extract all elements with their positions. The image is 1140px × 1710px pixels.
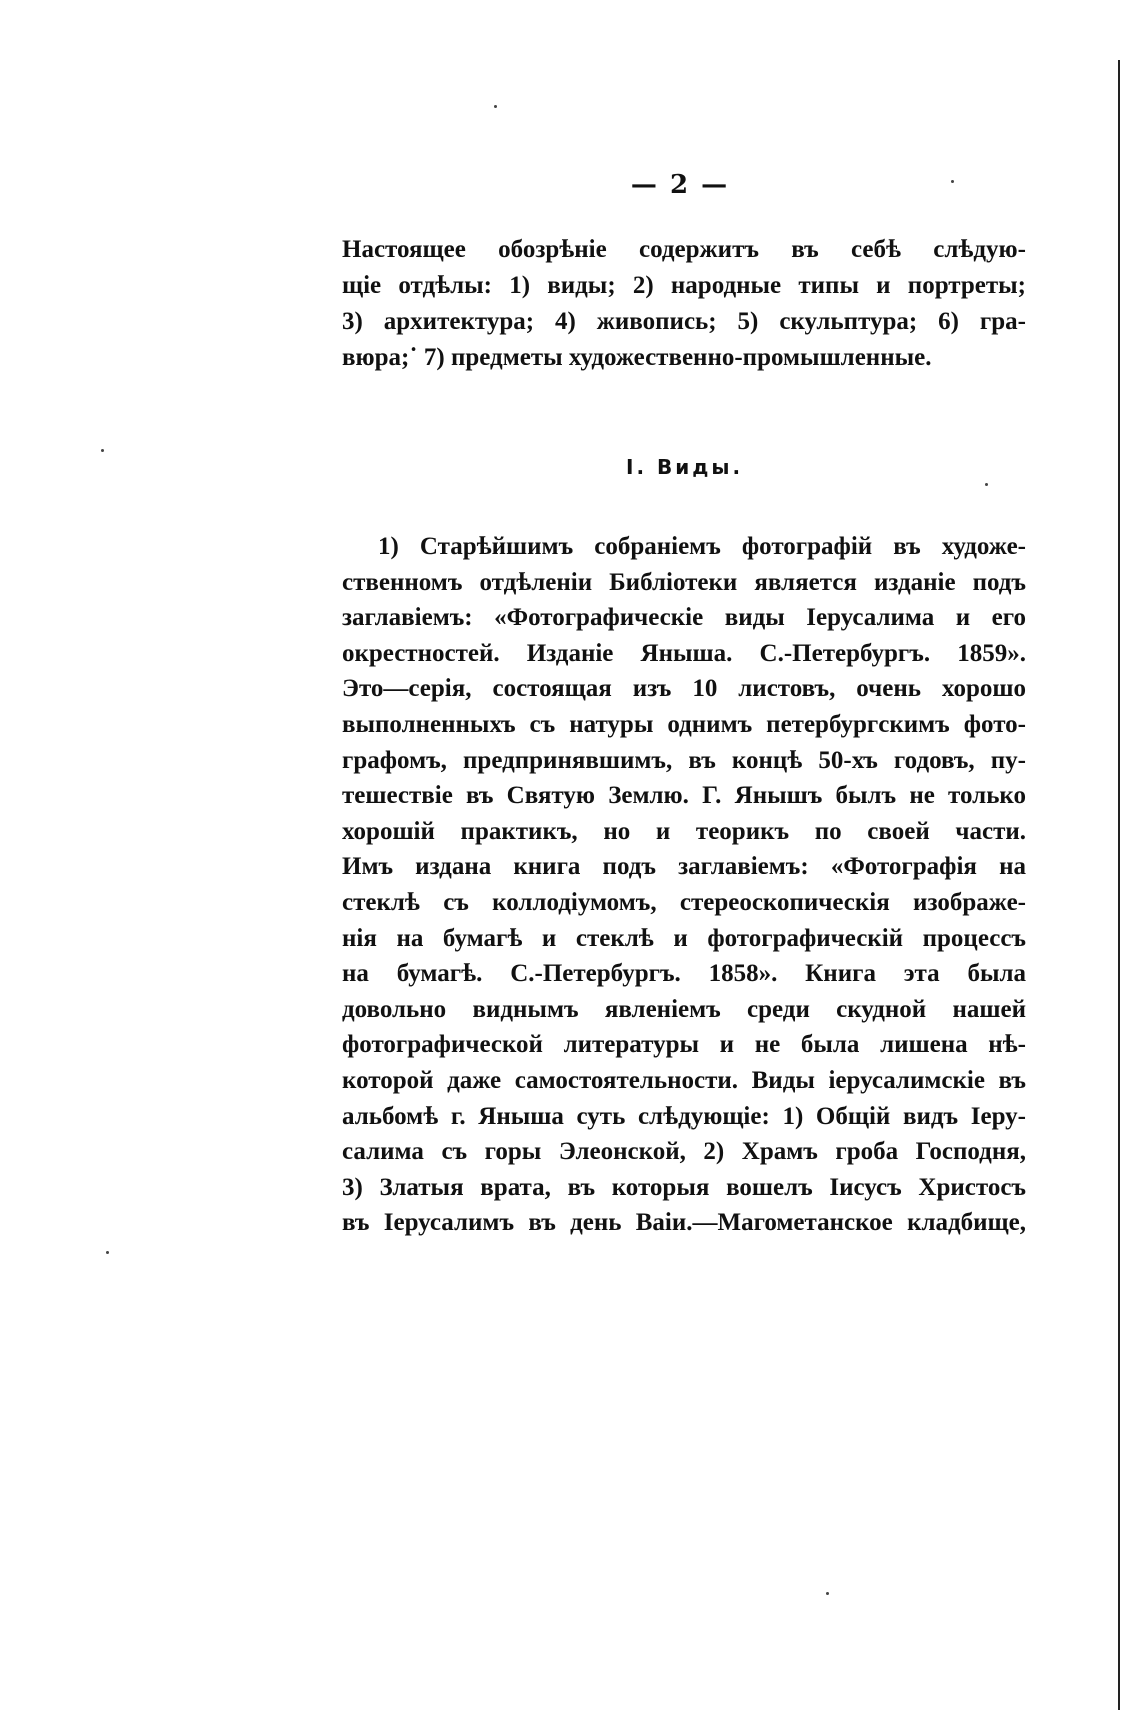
body-line: Имъ издана книга подъ заглавіемъ: «Фотографія на <box>342 853 1026 881</box>
body-line: ственномъ отдѣленіи Библіотеки является изданіе подъ <box>342 568 1026 596</box>
body-line: нія на бумагѣ и стеклѣ и фотографическій процессъ <box>342 924 1026 952</box>
intro-line: 3) архитектура; 4) живопись; 5) скульптура; 6) гра- <box>342 308 1026 335</box>
intro-line: Настоящее обозрѣніе содержитъ въ себѣ слѣдую- <box>342 236 1026 263</box>
body-line: 1) Старѣйшимъ собраніемъ фотографій въ художе- <box>378 533 1026 560</box>
body-line: 3) Златыя врата, въ которыя вошелъ Іисусъ Христосъ <box>342 1173 1026 1201</box>
scan-speck <box>985 483 988 486</box>
scan-speck <box>106 1251 109 1254</box>
body-line: заглавіемъ: «Фотографическіе виды Іерусалима и его <box>342 604 1026 632</box>
scan-speck <box>101 449 104 452</box>
body-line: довольно виднымъ явленіемъ среди скудной нашей <box>342 995 1026 1023</box>
scan-speck <box>951 180 954 183</box>
body-line: выполненныхъ съ натуры однимъ петербургскимъ фото- <box>342 710 1026 738</box>
body-line: Это—серія, состоящая изъ 10 листовъ, очень хорошо <box>342 675 1026 703</box>
body-line: окрестностей. Изданіе Яныша. С.-Петербургъ. 1859». <box>342 639 1026 667</box>
body-line: альбомѣ г. Яныша суть слѣдующіе: 1) Общій видъ Іеру- <box>342 1102 1026 1130</box>
body-line: стеклѣ съ коллодіумомъ, стереоскопическія изображе- <box>342 888 1026 916</box>
body-line: въ Іерусалимъ въ день Ваіи.—Магометанское кладбище, <box>342 1209 1026 1237</box>
body-paragraph <box>342 529 1026 1241</box>
body-line: фотографической литературы и не была лишена нѣ- <box>342 1031 1026 1059</box>
intro-line: щіе отдѣлы: 1) виды; 2) народные типы и портреты; <box>342 272 1026 299</box>
page-number: — 2 — <box>630 170 730 200</box>
scan-speck <box>494 105 497 108</box>
intro-line: вюра;˙ 7) предметы художественно-промышленные. <box>342 344 932 371</box>
body-line: тешествіе въ Святую Землю. Г. Янышъ былъ не только <box>342 782 1026 810</box>
page-edge-line <box>1118 60 1120 1710</box>
body-line: которой даже самостоятельности. Виды іерусалимскіе въ <box>342 1066 1026 1094</box>
intro-paragraph <box>342 232 1026 376</box>
body-line: на бумагѣ. С.-Петербургъ. 1858». Книга эта была <box>342 960 1026 988</box>
body-line: хорошій практикъ, но и теорикъ по своей части. <box>342 817 1026 845</box>
body-line: графомъ, предпринявшимъ, въ концѣ 50-хъ годовъ, пу- <box>342 746 1026 774</box>
body-line: салима съ горы Элеонской, 2) Храмъ гроба Господня, <box>342 1138 1026 1166</box>
scan-speck <box>826 1592 829 1595</box>
section-heading: I. Виды. <box>626 455 744 479</box>
